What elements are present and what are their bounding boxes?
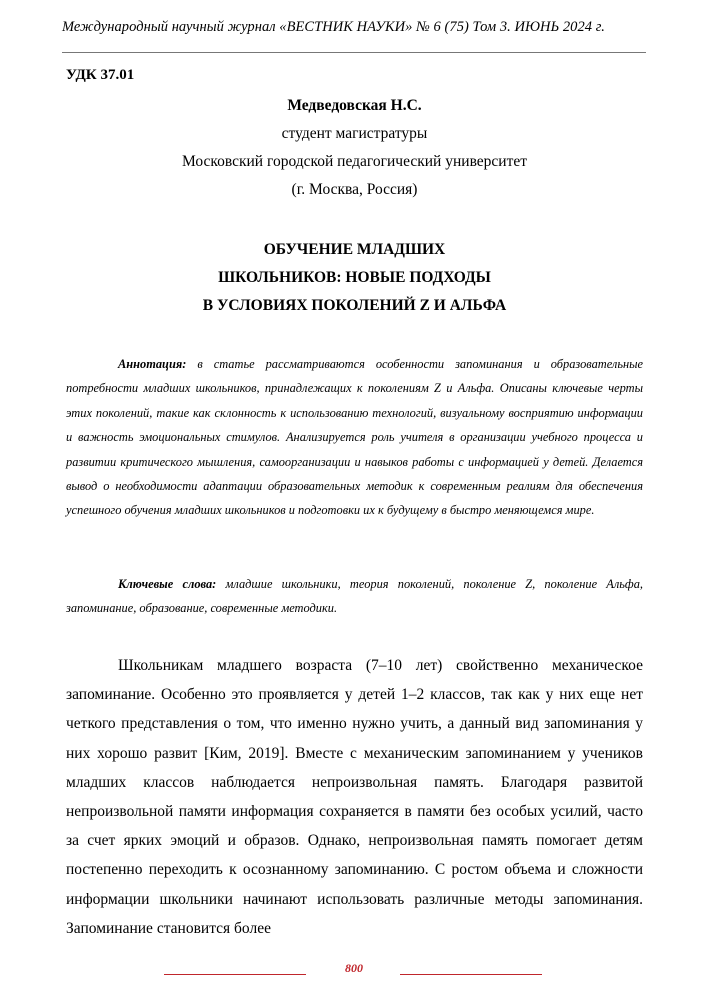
author-role: студент магистратуры [281,125,428,142]
page-number: 800 [345,961,363,975]
article-title-line-2: ШКОЛЬНИКОВ: НОВЫЕ ПОДХОДЫ [218,269,491,286]
keywords [66,572,643,621]
footer-rule-left [164,974,306,975]
author-city: (г. Москва, Россия) [291,181,418,198]
abstract-label: Аннотация: [118,357,187,371]
keywords-label: Ключевые слова: [118,577,217,591]
keywords-text: младшие школьники, теория поколений, поколение Z, поколение Альфа, запоминание, образование, современные методики. [66,577,643,616]
footer-rule-right [400,974,542,975]
article-title-line-3: В УСЛОВИЯХ ПОКОЛЕНИЙ Z И АЛЬФА [202,297,507,314]
author-name: Медведовская Н.С. [287,97,422,114]
abstract-text: в статье рассматриваются особенности запоминания и образовательные потребности младших школьников, принадлежащих к поколениям Z и Альфа. Описаны ключевые черты этих поколений, такие как склонность к использованию технологий, визуальному восприятию информации и важность эмоциональных стимулов. Анализируется роль учителя в организации учебного процесса и развитии критического мышления, самоорганизации и навыков работы с информацией у детей. Делается вывод о необходимости адаптации образовательных методик к современным реалиям для обеспечения успешного обучения младших школьников и подготовки их к будущему в быстро меняющемся мире. [66,357,643,518]
journal-header: Международный научный журнал «ВЕСТНИК НАУКИ» № 6 (75) Том 3. ИЮНЬ 2024 г. [62,19,605,35]
author-organization: Московский городской педагогический университет [181,153,528,170]
article-title-line-1: ОБУЧЕНИЕ МЛАДШИХ [263,241,446,258]
body-paragraph: Школьникам младшего возраста (7–10 лет) свойственно механическое запоминание. Особенно это проявляется у детей 1–2 классов, так как у них еще нет четкого представления о том, что именно нужно учить, а данный вид запоминания у них хорошо развит [Ким, 2019]. Вместе с механическим запоминанием у учеников младших классов наблюдается непроизвольная память. Благодаря развитой непроизвольной памяти информация сохраняется в памяти без особых усилий, часто за счет ярких эмоций и образов. Однако, непроизвольная память помогает детям постепенно переходить к осознанному запоминанию. С ростом объема и сложности информации школьники начинают использовать различные методы запоминания. Запоминание становится более [66,657,643,937]
udk-code: УДК 37.01 [66,67,135,83]
abstract [66,352,643,523]
header-divider [62,52,646,53]
